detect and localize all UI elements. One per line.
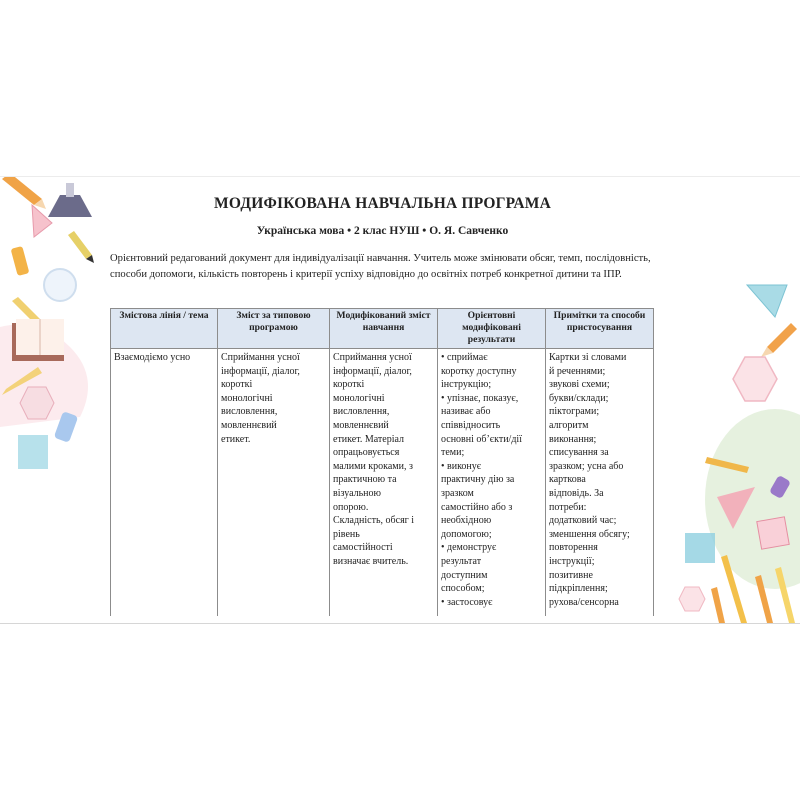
header-modified-results: Орієнтовні модифіковані результати	[438, 309, 546, 349]
cell-text-line: • виконує	[441, 460, 482, 472]
cell-text-line: піктограми;	[549, 406, 600, 418]
blue-square-icon	[685, 533, 715, 563]
left-decoration	[0, 177, 110, 623]
flask-icon	[48, 183, 92, 217]
cell-text-line: відповідь. За	[549, 487, 604, 499]
cell-text-line: опрацьовується	[333, 447, 400, 459]
magnifier-icon	[44, 269, 76, 301]
eraser-icon	[54, 411, 79, 443]
cell-text-line: візуальною	[333, 487, 382, 499]
cell-text-line: Сприймання усної	[333, 352, 412, 363]
cell-text-line: зменшення обсягу;	[549, 528, 630, 540]
right-decoration	[655, 177, 800, 623]
blue-triangle-icon	[747, 285, 787, 317]
cell-text-line: букви/склади;	[549, 392, 609, 404]
pencil-icon	[761, 323, 797, 357]
cell-text-line: висловлення,	[333, 406, 390, 418]
pencil-icon	[2, 367, 42, 395]
pink-triangle-icon	[32, 205, 52, 237]
cell-text-line: основні об’єкти/дії	[441, 433, 522, 445]
cell-text-line: зразком; усна або	[549, 460, 624, 472]
cell-text-line: звукові схеми;	[549, 379, 610, 391]
blue-pencil-icon	[68, 231, 94, 263]
cell-text-line: практичною та	[333, 474, 397, 486]
cell-text-line: Сприймання усної	[221, 352, 300, 363]
cell-text-line: співвідносить	[441, 419, 501, 431]
document-subtitle: Українська мова • 2 клас НУШ • О. Я. Савченко	[256, 225, 509, 237]
cell-text-line: повторення	[549, 542, 598, 554]
book-icon	[12, 319, 64, 361]
cell-text-line: рухова/сенсорна	[549, 596, 619, 608]
cell-text-line: називає або	[441, 406, 491, 418]
hexagon-icon	[679, 587, 705, 611]
cell-text-line: карткова	[549, 474, 586, 486]
cell-text-line: теми;	[441, 447, 465, 459]
cell-text-line: зразком	[441, 487, 474, 499]
cell-topic	[111, 349, 218, 617]
cell-text-line: допомогою;	[441, 528, 492, 540]
orange-pencil-icon	[2, 177, 46, 209]
cell-modified-content	[330, 349, 438, 617]
purple-eraser-icon	[769, 475, 791, 499]
cell-notes	[546, 349, 654, 617]
pink-triangle-icon	[717, 487, 755, 529]
cell-text-line: практичну дію за	[441, 474, 515, 486]
cell-text-line: потреби:	[549, 501, 587, 513]
cell-text-line: інформації, діалог,	[221, 365, 300, 377]
cell-text-line: • застосовує	[441, 596, 493, 608]
cell-text-line: • демонструє	[441, 542, 497, 554]
header-modified-content: Модифікований зміст навчання	[330, 309, 438, 349]
hexagon-icon	[20, 387, 54, 419]
program-table	[110, 308, 654, 616]
cell-text-line: самостійності	[333, 542, 393, 554]
cell-text-line: опорою.	[333, 501, 369, 513]
cell-text-line: мовленнєвий	[221, 419, 277, 431]
cell-text-line: Складність, обсяг і	[333, 515, 415, 527]
pencil-icon	[705, 457, 749, 473]
cell-text-line: необхідною	[441, 515, 492, 527]
cell-text-line: доступним	[441, 569, 488, 581]
yellow-crayon-icon	[11, 246, 30, 276]
cell-text-line: етикет. Матеріал	[333, 433, 405, 445]
cell-text-line: інструкції;	[549, 555, 595, 567]
intro-paragraph: Орієнтовний редагований документ для індивідуалізації навчання. Учитель може змінювати обсяг, темп, послідовність, способи допомоги, кількість повторень і критерії успіху відповідно до освітніх потреб конкретної дитини та ІПР.	[110, 253, 651, 280]
cell-text-line: підкріплення;	[549, 583, 608, 595]
hexagon-icon	[733, 357, 777, 401]
slide	[0, 176, 800, 624]
header-notes: Примітки та способи пристосування	[546, 309, 654, 349]
cell-text-line: результат	[441, 555, 482, 567]
blue-square-icon	[18, 435, 48, 469]
cell-text-line: інформації, діалог,	[333, 365, 412, 377]
cell-text-line: самостійно або з	[441, 501, 513, 513]
cell-text-line: визначає вчитель.	[333, 555, 409, 567]
cell-text-line: коротку доступну	[441, 365, 517, 377]
cell-text-line: Взаємодіємо усно	[114, 352, 191, 363]
header-standard-content: Зміст за типовою програмою	[218, 309, 330, 349]
pencil-icon	[12, 297, 44, 327]
cell-text-line: монологічні	[333, 392, 385, 404]
cell-modified-results	[438, 349, 546, 617]
cell-text-line: списування за	[549, 447, 609, 459]
cell-text-line: висловлення,	[221, 406, 278, 418]
cell-text-line: мовленнєвий	[333, 419, 389, 431]
cell-text-line: короткі	[333, 379, 365, 391]
cell-text-line: етикет.	[221, 433, 251, 445]
cell-text-line: Картки зі словами	[549, 352, 627, 363]
pink-square-icon	[757, 517, 789, 549]
table-row	[111, 349, 654, 617]
pencils-icon	[711, 555, 795, 623]
cell-text-line: алгоритм	[549, 419, 589, 431]
cell-standard-content	[218, 349, 330, 617]
cell-text-line: додатковий час;	[549, 515, 617, 527]
cell-text-line: • сприймає	[441, 352, 488, 363]
header-topic: Змістова лінія / тема	[111, 309, 218, 349]
cell-text-line: малими кроками, з	[333, 460, 413, 472]
cell-text-line: інструкцію;	[441, 379, 492, 391]
document-content	[110, 177, 655, 623]
cell-text-line: й реченнями;	[549, 365, 606, 377]
cell-text-line: способом;	[441, 583, 485, 595]
cell-text-line: позитивне	[549, 569, 593, 581]
cell-text-line: • упізнає, показує,	[441, 392, 519, 404]
cell-text-line: виконання;	[549, 433, 597, 445]
green-blob	[705, 409, 800, 589]
table-header-row	[111, 309, 654, 349]
cell-text-line: короткі	[221, 379, 253, 391]
document-title: МОДИФІКОВАНА НАВЧАЛЬНА ПРОГРАМА	[214, 195, 551, 212]
cell-text-line: монологічні	[221, 392, 273, 404]
cell-text-line: рівень	[333, 528, 360, 540]
